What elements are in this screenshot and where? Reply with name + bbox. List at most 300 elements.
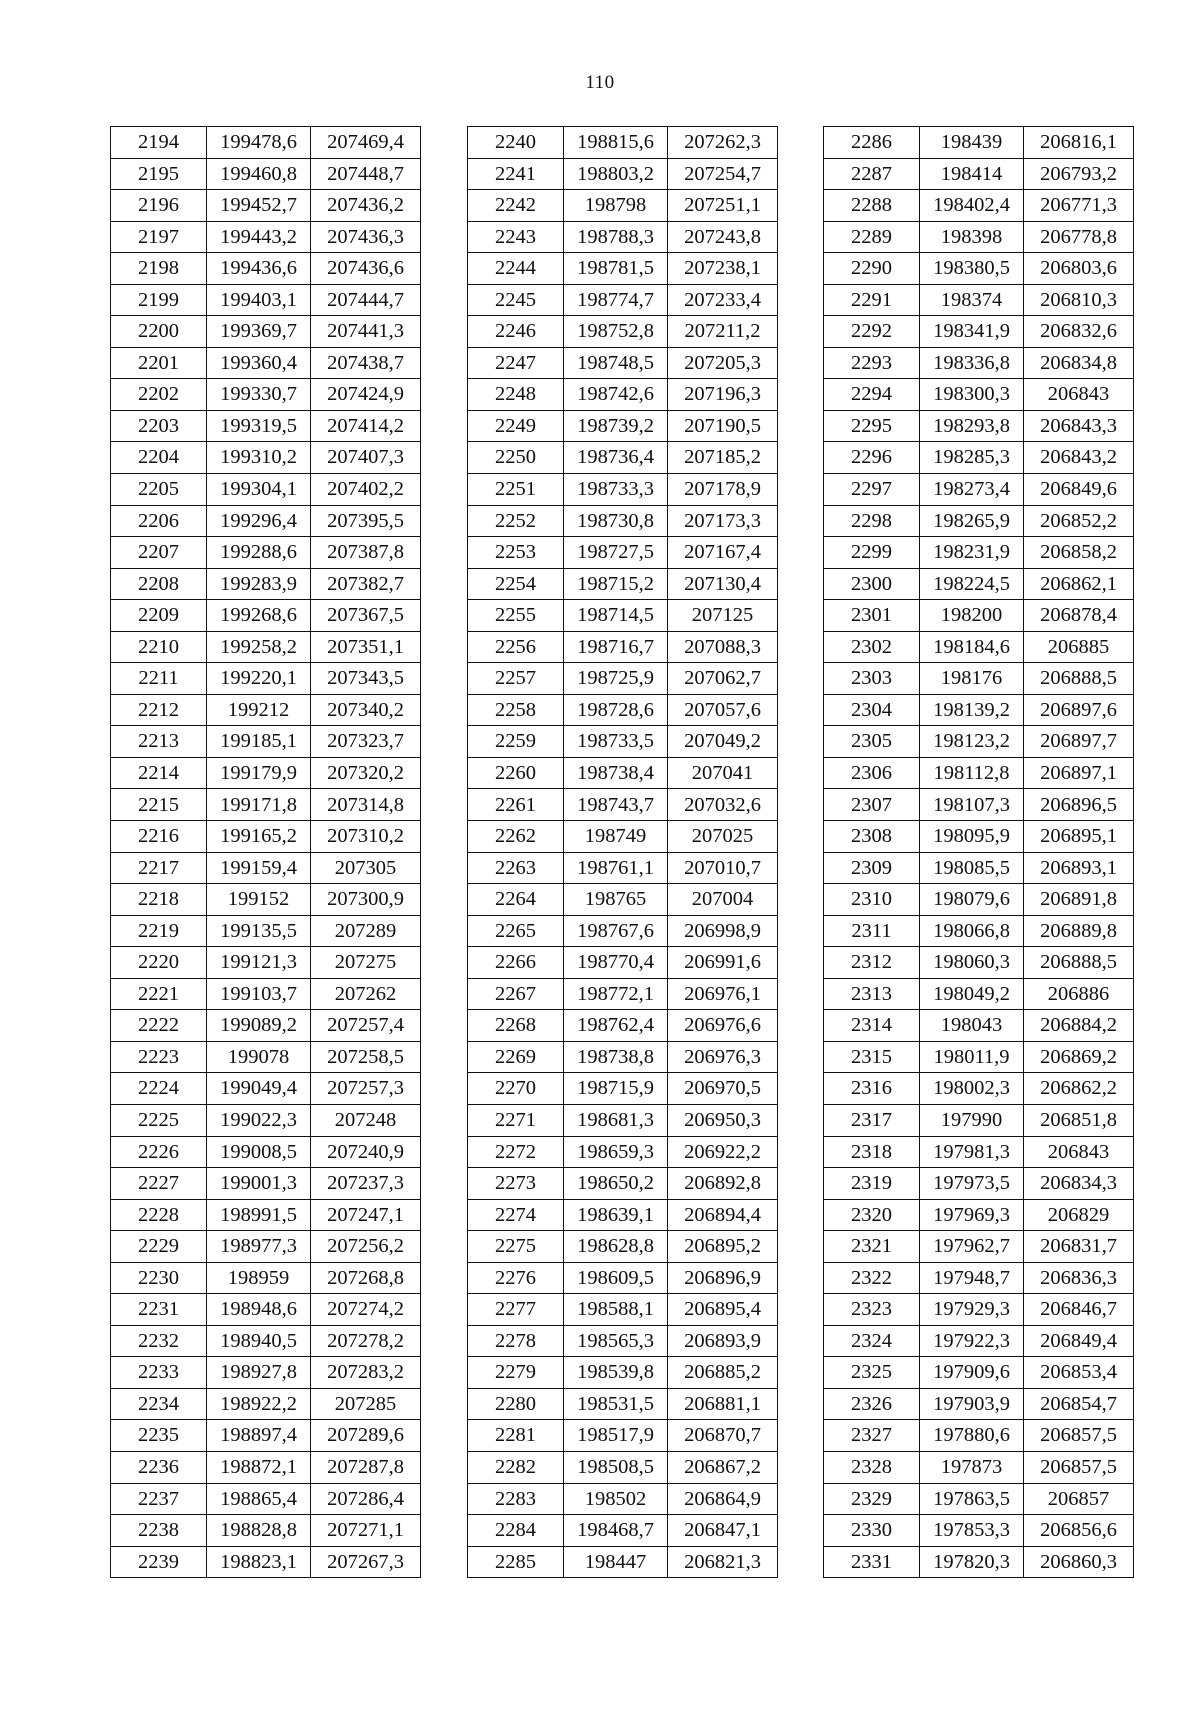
x-coordinate-cell: 199304,1 [207,474,311,506]
y-coordinate-cell: 206885 [1024,631,1134,663]
x-coordinate-cell: 199436,6 [207,253,311,285]
point-number-cell: 2275 [468,1231,564,1263]
table-row [824,1515,1134,1547]
y-coordinate-cell: 206895,1 [1024,821,1134,853]
point-number-cell: 2294 [824,379,920,411]
table-row [111,347,421,379]
y-coordinate-cell: 207004 [668,884,778,916]
table-row [824,1546,1134,1578]
x-coordinate-cell: 198715,9 [564,1073,668,1105]
point-number-cell: 2266 [468,947,564,979]
table-row [468,1294,778,1326]
table-row [111,600,421,632]
point-number-cell: 2326 [824,1388,920,1420]
x-coordinate-cell: 198273,4 [920,474,1024,506]
y-coordinate-cell: 207287,8 [311,1451,421,1483]
y-coordinate-cell: 207320,2 [311,757,421,789]
point-number-cell: 2286 [824,127,920,159]
point-number-cell: 2252 [468,505,564,537]
y-coordinate-cell: 206896,5 [1024,789,1134,821]
y-coordinate-cell: 207233,4 [668,284,778,316]
point-number-cell: 2331 [824,1546,920,1578]
x-coordinate-cell: 199078 [207,1041,311,1073]
table-row [111,474,421,506]
y-coordinate-cell: 206922,2 [668,1136,778,1168]
x-coordinate-cell: 199212 [207,694,311,726]
table-row [468,190,778,222]
point-number-cell: 2224 [111,1073,207,1105]
table-row [824,190,1134,222]
x-coordinate-cell: 199283,9 [207,568,311,600]
table-row [111,631,421,663]
table-row [111,884,421,916]
y-coordinate-cell: 207414,2 [311,410,421,442]
point-number-cell: 2292 [824,316,920,348]
y-coordinate-cell: 207049,2 [668,726,778,758]
x-coordinate-cell: 198716,7 [564,631,668,663]
x-coordinate-cell: 199403,1 [207,284,311,316]
coordinate-table-body [824,127,1134,1578]
table-row [468,1168,778,1200]
x-coordinate-cell: 198293,8 [920,410,1024,442]
point-number-cell: 2216 [111,821,207,853]
x-coordinate-cell: 198285,3 [920,442,1024,474]
table-row [111,1041,421,1073]
point-number-cell: 2256 [468,631,564,663]
x-coordinate-cell: 198439 [920,127,1024,159]
y-coordinate-cell: 206834,8 [1024,347,1134,379]
x-coordinate-cell: 197962,7 [920,1231,1024,1263]
y-coordinate-cell: 207062,7 [668,663,778,695]
y-coordinate-cell: 207286,4 [311,1483,421,1515]
x-coordinate-cell: 199049,4 [207,1073,311,1105]
table-row [468,442,778,474]
point-number-cell: 2243 [468,221,564,253]
x-coordinate-cell: 199121,3 [207,947,311,979]
point-number-cell: 2241 [468,158,564,190]
point-number-cell: 2257 [468,663,564,695]
y-coordinate-cell: 207436,6 [311,253,421,285]
table-row [468,410,778,442]
table-row [111,947,421,979]
table-row [111,158,421,190]
table-row [824,1357,1134,1389]
x-coordinate-cell: 198398 [920,221,1024,253]
point-number-cell: 2318 [824,1136,920,1168]
y-coordinate-cell: 207178,9 [668,474,778,506]
x-coordinate-cell: 198828,8 [207,1515,311,1547]
x-coordinate-cell: 198402,4 [920,190,1024,222]
x-coordinate-cell: 198865,4 [207,1483,311,1515]
y-coordinate-cell: 206857,5 [1024,1451,1134,1483]
point-number-cell: 2285 [468,1546,564,1578]
table-row [824,821,1134,853]
coordinate-table [467,126,778,1578]
x-coordinate-cell: 199159,4 [207,852,311,884]
point-number-cell: 2206 [111,505,207,537]
x-coordinate-cell: 198948,6 [207,1294,311,1326]
point-number-cell: 2273 [468,1168,564,1200]
y-coordinate-cell: 206893,1 [1024,852,1134,884]
x-coordinate-cell: 198659,3 [564,1136,668,1168]
point-number-cell: 2254 [468,568,564,600]
x-coordinate-cell: 198265,9 [920,505,1024,537]
table-row [111,568,421,600]
table-row [468,789,778,821]
x-coordinate-cell: 199171,8 [207,789,311,821]
x-coordinate-cell: 198736,4 [564,442,668,474]
x-coordinate-cell: 198079,6 [920,884,1024,916]
x-coordinate-cell: 198743,7 [564,789,668,821]
table-row [111,978,421,1010]
y-coordinate-cell: 206862,1 [1024,568,1134,600]
y-coordinate-cell: 206976,3 [668,1041,778,1073]
x-coordinate-cell: 198733,5 [564,726,668,758]
point-number-cell: 2210 [111,631,207,663]
table-row [468,1451,778,1483]
table-row [824,474,1134,506]
x-coordinate-cell: 198714,5 [564,600,668,632]
y-coordinate-cell: 206857,5 [1024,1420,1134,1452]
table-row [824,505,1134,537]
point-number-cell: 2277 [468,1294,564,1326]
table-row [111,1388,421,1420]
y-coordinate-cell: 206888,5 [1024,663,1134,695]
y-coordinate-cell: 206846,7 [1024,1294,1134,1326]
x-coordinate-cell: 199220,1 [207,663,311,695]
y-coordinate-cell: 206896,9 [668,1262,778,1294]
y-coordinate-cell: 206856,6 [1024,1515,1134,1547]
point-number-cell: 2227 [111,1168,207,1200]
y-coordinate-cell: 207424,9 [311,379,421,411]
x-coordinate-cell: 199369,7 [207,316,311,348]
y-coordinate-cell: 207125 [668,600,778,632]
point-number-cell: 2313 [824,978,920,1010]
x-coordinate-cell: 199296,4 [207,505,311,537]
point-number-cell: 2226 [111,1136,207,1168]
table-row [111,726,421,758]
table-row [824,1483,1134,1515]
y-coordinate-cell: 207343,5 [311,663,421,695]
x-coordinate-cell: 197820,3 [920,1546,1024,1578]
table-row [111,1231,421,1263]
table-row [111,1515,421,1547]
y-coordinate-cell: 207278,2 [311,1325,421,1357]
x-coordinate-cell: 199179,9 [207,757,311,789]
x-coordinate-cell: 198609,5 [564,1262,668,1294]
table-row [468,884,778,916]
y-coordinate-cell: 206803,6 [1024,253,1134,285]
x-coordinate-cell: 199008,5 [207,1136,311,1168]
point-number-cell: 2250 [468,442,564,474]
point-number-cell: 2219 [111,915,207,947]
y-coordinate-cell: 206991,6 [668,947,778,979]
point-number-cell: 2325 [824,1357,920,1389]
x-coordinate-cell: 198123,2 [920,726,1024,758]
point-number-cell: 2209 [111,600,207,632]
point-number-cell: 2289 [824,221,920,253]
table-row [468,284,778,316]
y-coordinate-cell: 206816,1 [1024,127,1134,159]
y-coordinate-cell: 207387,8 [311,537,421,569]
x-coordinate-cell: 198539,8 [564,1357,668,1389]
y-coordinate-cell: 207032,6 [668,789,778,821]
table-row [824,1041,1134,1073]
table-row [111,1104,421,1136]
x-coordinate-cell: 197973,5 [920,1168,1024,1200]
point-number-cell: 2284 [468,1515,564,1547]
point-number-cell: 2251 [468,474,564,506]
x-coordinate-cell: 198447 [564,1546,668,1578]
table-row [468,852,778,884]
x-coordinate-cell: 198300,3 [920,379,1024,411]
x-coordinate-cell: 199310,2 [207,442,311,474]
point-number-cell: 2309 [824,852,920,884]
y-coordinate-cell: 206834,3 [1024,1168,1134,1200]
point-number-cell: 2218 [111,884,207,916]
point-number-cell: 2330 [824,1515,920,1547]
point-number-cell: 2307 [824,789,920,821]
point-number-cell: 2230 [111,1262,207,1294]
table-row [824,631,1134,663]
y-coordinate-cell: 206950,3 [668,1104,778,1136]
point-number-cell: 2321 [824,1231,920,1263]
point-number-cell: 2304 [824,694,920,726]
y-coordinate-cell: 207469,4 [311,127,421,159]
x-coordinate-cell: 197969,3 [920,1199,1024,1231]
table-row [111,821,421,853]
x-coordinate-cell: 198139,2 [920,694,1024,726]
y-coordinate-cell: 207243,8 [668,221,778,253]
x-coordinate-cell: 198336,8 [920,347,1024,379]
point-number-cell: 2298 [824,505,920,537]
x-coordinate-cell: 198502 [564,1483,668,1515]
table-row [111,1168,421,1200]
table-row [824,978,1134,1010]
y-coordinate-cell: 206810,3 [1024,284,1134,316]
x-coordinate-cell: 198508,5 [564,1451,668,1483]
point-number-cell: 2205 [111,474,207,506]
x-coordinate-cell: 198815,6 [564,127,668,159]
table-row [824,221,1134,253]
table-row [824,379,1134,411]
y-coordinate-cell: 207441,3 [311,316,421,348]
point-number-cell: 2245 [468,284,564,316]
point-number-cell: 2203 [111,410,207,442]
x-coordinate-cell: 198872,1 [207,1451,311,1483]
table-row [111,505,421,537]
x-coordinate-cell: 198715,2 [564,568,668,600]
y-coordinate-cell: 207041 [668,757,778,789]
point-number-cell: 2267 [468,978,564,1010]
table-row [111,1546,421,1578]
x-coordinate-cell: 198650,2 [564,1168,668,1200]
table-row [111,1294,421,1326]
x-coordinate-cell: 198733,3 [564,474,668,506]
point-number-cell: 2316 [824,1073,920,1105]
table-row [111,694,421,726]
table-row [468,1546,778,1578]
x-coordinate-cell: 197873 [920,1451,1024,1483]
table-row [824,158,1134,190]
x-coordinate-cell: 198788,3 [564,221,668,253]
y-coordinate-cell: 207300,9 [311,884,421,916]
y-coordinate-cell: 206862,2 [1024,1073,1134,1105]
y-coordinate-cell: 206843,3 [1024,410,1134,442]
table-row [111,1483,421,1515]
y-coordinate-cell: 207323,7 [311,726,421,758]
y-coordinate-cell: 207271,1 [311,1515,421,1547]
table-row [468,1136,778,1168]
x-coordinate-cell: 198517,9 [564,1420,668,1452]
y-coordinate-cell: 206821,3 [668,1546,778,1578]
table-row [824,1294,1134,1326]
y-coordinate-cell: 206854,7 [1024,1388,1134,1420]
point-number-cell: 2228 [111,1199,207,1231]
point-number-cell: 2202 [111,379,207,411]
y-coordinate-cell: 207395,5 [311,505,421,537]
x-coordinate-cell: 198628,8 [564,1231,668,1263]
y-coordinate-cell: 207211,2 [668,316,778,348]
coordinate-table-body [468,127,778,1578]
y-coordinate-cell: 206847,1 [668,1515,778,1547]
table-row [111,1073,421,1105]
table-row [111,127,421,159]
y-coordinate-cell: 206881,1 [668,1388,778,1420]
x-coordinate-cell: 198341,9 [920,316,1024,348]
point-number-cell: 2214 [111,757,207,789]
point-number-cell: 2215 [111,789,207,821]
y-coordinate-cell: 206897,7 [1024,726,1134,758]
table-row [468,1388,778,1420]
point-number-cell: 2296 [824,442,920,474]
table-row [468,726,778,758]
y-coordinate-cell: 207262 [311,978,421,1010]
point-number-cell: 2201 [111,347,207,379]
table-row [468,1041,778,1073]
x-coordinate-cell: 198002,3 [920,1073,1024,1105]
x-coordinate-cell: 197922,3 [920,1325,1024,1357]
point-number-cell: 2248 [468,379,564,411]
point-number-cell: 2225 [111,1104,207,1136]
y-coordinate-cell: 206870,7 [668,1420,778,1452]
table-row [468,1483,778,1515]
point-number-cell: 2220 [111,947,207,979]
point-number-cell: 2242 [468,190,564,222]
point-number-cell: 2237 [111,1483,207,1515]
y-coordinate-cell: 207367,5 [311,600,421,632]
x-coordinate-cell: 198940,5 [207,1325,311,1357]
x-coordinate-cell: 199135,5 [207,915,311,947]
table-row [824,284,1134,316]
y-coordinate-cell: 206867,2 [668,1451,778,1483]
point-number-cell: 2323 [824,1294,920,1326]
x-coordinate-cell: 198803,2 [564,158,668,190]
x-coordinate-cell: 198774,7 [564,284,668,316]
point-number-cell: 2199 [111,284,207,316]
point-number-cell: 2319 [824,1168,920,1200]
y-coordinate-cell: 206843 [1024,1136,1134,1168]
table-row [824,757,1134,789]
point-number-cell: 2235 [111,1420,207,1452]
point-number-cell: 2276 [468,1262,564,1294]
point-number-cell: 2236 [111,1451,207,1483]
table-row [824,1388,1134,1420]
x-coordinate-cell: 198739,2 [564,410,668,442]
y-coordinate-cell: 206976,1 [668,978,778,1010]
point-number-cell: 2303 [824,663,920,695]
point-number-cell: 2260 [468,757,564,789]
y-coordinate-cell: 206886 [1024,978,1134,1010]
y-coordinate-cell: 207262,3 [668,127,778,159]
point-number-cell: 2233 [111,1357,207,1389]
table-row [824,789,1134,821]
y-coordinate-cell: 207173,3 [668,505,778,537]
point-number-cell: 2288 [824,190,920,222]
table-row [468,978,778,1010]
table-row [468,474,778,506]
y-coordinate-cell: 207285 [311,1388,421,1420]
x-coordinate-cell: 198043 [920,1010,1024,1042]
table-row [111,442,421,474]
point-number-cell: 2272 [468,1136,564,1168]
table-row [824,1231,1134,1263]
point-number-cell: 2222 [111,1010,207,1042]
x-coordinate-cell: 198767,6 [564,915,668,947]
y-coordinate-cell: 206853,4 [1024,1357,1134,1389]
table-row [824,694,1134,726]
table-row [824,442,1134,474]
y-coordinate-cell: 206852,2 [1024,505,1134,537]
y-coordinate-cell: 207025 [668,821,778,853]
y-coordinate-cell: 207314,8 [311,789,421,821]
table-row [468,757,778,789]
x-coordinate-cell: 199103,7 [207,978,311,1010]
x-coordinate-cell: 198231,9 [920,537,1024,569]
point-number-cell: 2280 [468,1388,564,1420]
y-coordinate-cell: 206832,6 [1024,316,1134,348]
y-coordinate-cell: 207240,9 [311,1136,421,1168]
x-coordinate-cell: 198738,4 [564,757,668,789]
table-row [824,347,1134,379]
table-row [468,316,778,348]
y-coordinate-cell: 207247,1 [311,1199,421,1231]
x-coordinate-cell: 199022,3 [207,1104,311,1136]
x-coordinate-cell: 198727,5 [564,537,668,569]
table-row [468,600,778,632]
point-number-cell: 2297 [824,474,920,506]
y-coordinate-cell: 207274,2 [311,1294,421,1326]
point-number-cell: 2270 [468,1073,564,1105]
point-number-cell: 2312 [824,947,920,979]
point-number-cell: 2264 [468,884,564,916]
y-coordinate-cell: 206892,8 [668,1168,778,1200]
table-row [824,537,1134,569]
point-number-cell: 2328 [824,1451,920,1483]
y-coordinate-cell: 206857 [1024,1483,1134,1515]
x-coordinate-cell: 198725,9 [564,663,668,695]
table-row [111,379,421,411]
y-coordinate-cell: 207289 [311,915,421,947]
point-number-cell: 2295 [824,410,920,442]
table-row [111,316,421,348]
table-row [111,1262,421,1294]
y-coordinate-cell: 207448,7 [311,158,421,190]
y-coordinate-cell: 206897,6 [1024,694,1134,726]
x-coordinate-cell: 198927,8 [207,1357,311,1389]
table-row [824,410,1134,442]
table-row [824,852,1134,884]
